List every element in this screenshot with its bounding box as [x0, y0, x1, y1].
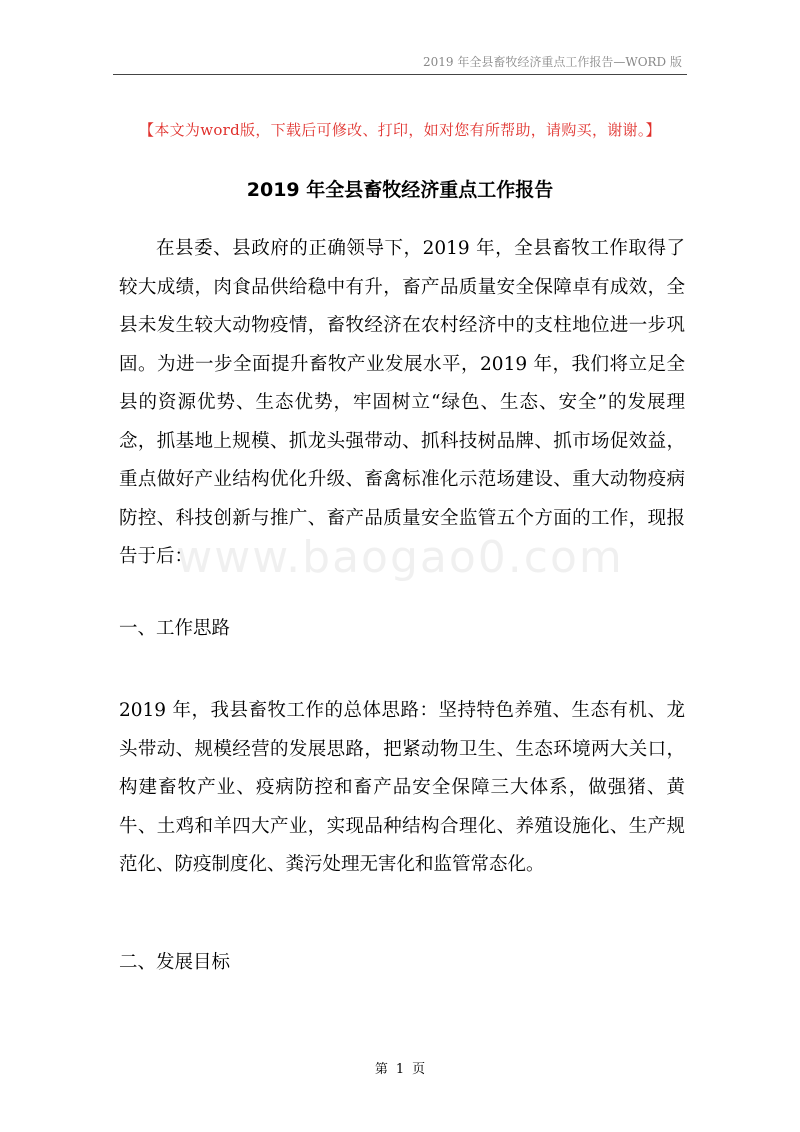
- page-number: 1: [395, 1062, 405, 1077]
- work-ideas-paragraph: 2019 年，我县畜牧工作的总体思路：坚持特色养殖、生态有机、龙头带动、规模经营的发展思路，把紧动物卫生、生态环境两大关口，构建畜牧产业、疫病防控和畜产品安全保障三大体系，做强猪、黄牛、土鸡和羊四大产业，实现品种结构合理化、养殖设施化、生产规范化、防疫制度化、粪污处理无害化和监管常态化。: [119, 700, 685, 875]
- document-title: 2019 年全县畜牧经济重点工作报告: [246, 179, 554, 201]
- page-footer: [0, 1058, 800, 1077]
- section-heading-development-goals: 二、发展目标: [119, 952, 231, 973]
- header-divider: [113, 74, 687, 75]
- page-suffix: 页: [412, 1062, 426, 1077]
- section-heading-work-ideas: 一、工作思路: [119, 618, 231, 639]
- page-prefix: 第: [374, 1062, 388, 1077]
- running-header: 2019 年全县畜牧经济重点工作报告—WORD 版: [423, 55, 682, 69]
- intro-paragraph: 在县委、县政府的正确领导下，2019 年，全县畜牧工作取得了较大成绩，肉食品供给稳中有升，畜产品质量安全保障卓有成效，全县未发生较大动物疫情，畜牧经济在农村经济中的支柱地位进一步巩固。为进一步全面提升畜牧产业发展水平，2019 年，我们将立足全县的资源优势、生态优势，牢固树立“绿色、生态、安全”的发展理念，抓基地上规模、抓龙头强带动、抓科技树品牌、抓市场促效益，重点做好产业结构优化升级、畜禽标准化示范场建设、重大动物疫病防控、科技创新与推广、畜产品质量安全监管五个方面的工作，现报告于后：: [119, 238, 685, 567]
- download-notice: 【本文为word版，下载后可修改、打印，如对您有所帮助，请购买，谢谢。】: [139, 121, 661, 139]
- watermark: www.baogao0.com: [176, 532, 624, 583]
